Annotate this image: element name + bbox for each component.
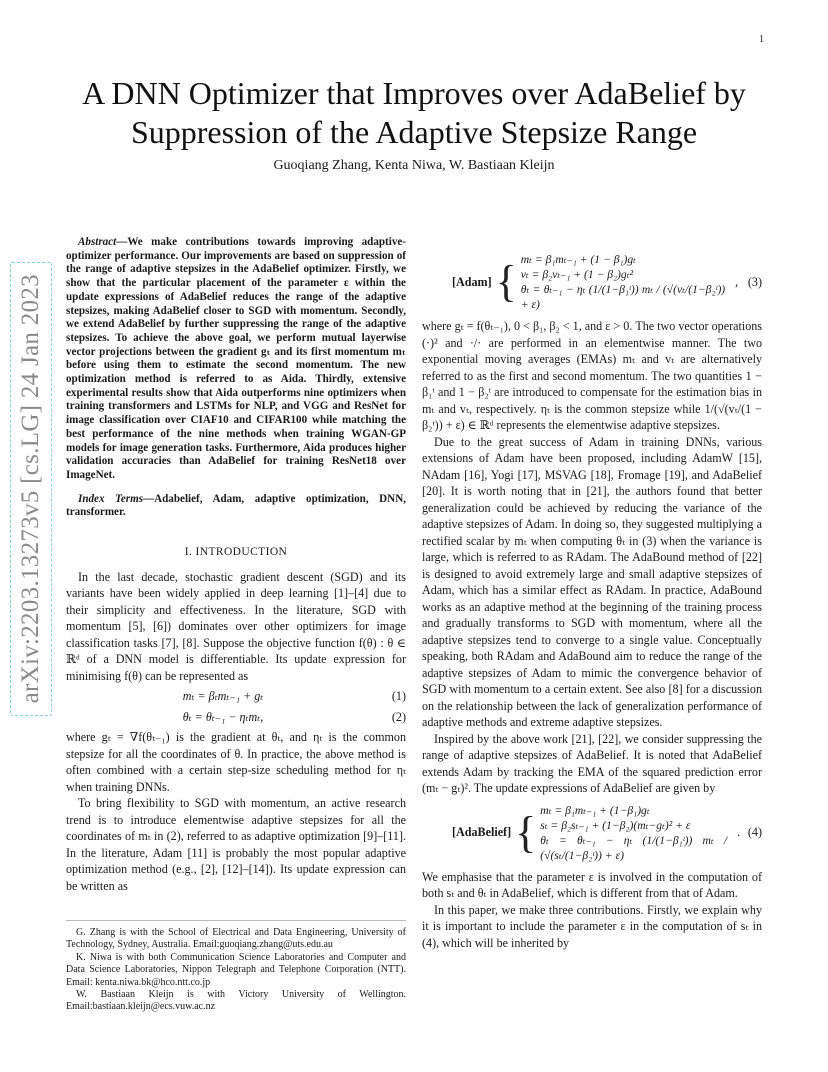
paragraph-adam-extensions: Due to the great success of Adam in training DNNs, various extensions of Adam have been proposed, including AdamW [15], NAdam [16], Yogi [17], MSVAG [18], Fromage [19], and AdaBelief [20]. It is worth noting that in [21], the authors found that better generalization could be achieved by reducing the variance of the adaptive stepsizes of Adam. In doing so, they suggested multiplying a rectified scalar by mₜ when computing θₜ in (3) when the variance is large, which is referred to as RAdam. The AdaBound method of [22] is designed to avoid extremely large and small adaptive stepsizes of Adam, which has a similar effect as RAdam. In practice, AdaBound works as an adaptive method at the beginning of the training process and gradually transforms to SGD with momentum, where all the adaptive stepsizes tend to converge to a single value. Conceptually speaking, both RAdam and AdaBound aim to reduce the range of the adaptive stepsizes of Adam to mimic the convergence behavior of SGD with momentum to a certain extent. See also [8] for a discussion on the relationship between the lack of generalization performance of adaptive methods and extreme adaptive stepsizes. — [422, 434, 762, 729]
paragraph-adam-notation: where gₜ = f(θₜ₋₁), 0 < β₁, β₂ < 1, and ε > 0. The two vector operations (·)² and ·/· are performed in an elementwise manner. The two exponential moving averages (EMAs) mₜ and vₜ are alternatively referred to as the first and second momentum. The two quantities 1 − β₁ᵗ and 1 − β₂ᵗ are introduced to compensate for the estimation bias in mₜ and vₜ, respectively. ηₜ is the common stepsize while 1/(√(vₜ/(1 − β₂ᵗ)) + ε) ∈ ℝᵈ represents the elementwise adaptive stepsizes. — [422, 319, 762, 432]
paper-title: A DNN Optimizer that Improves over AdaBelief by Suppression of the Adaptive Stepsize Range — [82, 75, 746, 150]
paragraph-gradient-definition: where gₜ = ∇f(θₜ₋₁) is the gradient at θₜ, and ηₜ is the common stepsize for all the coordinates of θ. In practice, the above method is often combined with a certain step-size scheduling method for ηₜ when training DNNs. — [66, 730, 406, 794]
equation-3-line: mₜ = β₁mₜ₋₁ + (1 − β₁)gₜ — [520, 253, 637, 266]
index-terms-lead: Index Terms — [78, 492, 144, 505]
equation-2 — [66, 709, 406, 726]
arxiv-stamp-text: arXiv:2203.13273v5 [cs.LG] 24 Jan 2023 — [17, 274, 44, 704]
footnote-zhang: G. Zhang is with the School of Electrical and Data Engineering, University of Technology, Sydney, Australia. Email:guoqiang.zhang@uts.edu.au — [66, 927, 406, 951]
paragraph-contributions: In this paper, we make three contributions. Firstly, we explain why it is important to include the parameter ε in the computation of sₜ in (4), which will be inherited by — [422, 902, 762, 950]
equation-3-lines — [521, 252, 725, 312]
equation-4-tail: . — [737, 825, 741, 840]
right-column — [422, 246, 762, 951]
brace-icon: { — [515, 807, 537, 857]
equation-4-line: mₜ = β₁mₜ₋₁ + (1−β₁)gₜ — [540, 803, 650, 817]
paragraph-adaptive-optimization: To bring flexibility to SGD with momentum, an active research trend is to introduce elementwise adaptive stepsizes for all the coordinates of mₜ in (2), referred to as adaptive optimization [9]–[11]. In the literature, Adam [11] is probably the most popular adaptive optimization method (e.g., [2], [12]–[14]). Its update expression can be written as — [66, 796, 406, 893]
page-number: 1 — [759, 34, 764, 45]
equation-4-number: (4) — [747, 825, 762, 840]
index-terms-text: —Adabelief, Adam, adaptive optimization, DNN, transformer. — [66, 492, 406, 519]
index-terms — [66, 493, 406, 520]
equation-2-number: (2) — [391, 709, 406, 724]
equation-3-adam — [422, 252, 762, 312]
abstract — [66, 236, 406, 483]
abstract-text: —We make contributions towards improving adaptive-optimizer performance. Our improvements are based on suppression of the range of adaptive stepsizes in the AdaBelief optimizer. Firstly, we show that the particular placement of the parameter ε within the update expressions of AdaBelief reduces the range of the adaptive stepsizes, making AdaBelief closer to SGD with momentum. Secondly, we extend AdaBelief by further suppressing the range of the adaptive stepsizes. To achieve the above goal, we perform mutual layerwise vector projections between the gradient gₜ and its first momentum mₜ before using them to estimate the second momentum. The new optimization method is referred to as Aida. Thirdly, extensive experimental results show that Aida outperforms nine optimizers when training transformers and LSTMs for NLP, and VGG and ResNet for image classification over CIAF10 and CIFAR100 while matching the best performance of the nine methods when training WGAN-GP models for image generation tasks. Furthermore, Aida produces higher validation accuracies than AdaBelief for training ResNet18 over ImageNet. — [66, 236, 406, 481]
paragraph-adabelief-intro: Inspired by the above work [21], [22], we consider suppressing the range of adaptive stepsizes of AdaBelief. It is noted that AdaBelief extends Adam by tracking the EMA of the squared prediction error (mₜ − gₜ)². The update expressions of AdaBelief are given by — [422, 731, 762, 795]
arxiv-stamp[interactable] — [10, 262, 52, 716]
footnote-kleijn: W. Bastiaan Kleijn is with Victory University of Wellington. Email:bastiaan.kleijn@ecs.vuw.ac.nz — [66, 989, 406, 1013]
footnote-niwa: K. Niwa is with both Communication Science Laboratories and Computer and Data Science Laboratories, Nippon Telegraph and Telephone Corporation (NTT). Email: kenta.niwa.bk@hco.ntt.co.jp — [66, 951, 406, 988]
equation-2-body: θₜ = θₜ₋₁ − ηₜmₜ, — [182, 709, 264, 724]
equation-1 — [66, 688, 406, 705]
equation-4-line: sₜ = β₂sₜ₋₁ + (1−β₂)(mₜ−gₜ)² + ε — [540, 818, 691, 832]
paragraph-epsilon-note: We emphasise that the parameter ε is involved in the computation of both sₜ and θₜ in AdaBelief, which is different from that of Adam. — [422, 869, 762, 900]
equation-4-adabelief — [422, 803, 762, 863]
equation-4-line: θₜ = θₜ₋₁ − ηₜ (1/(1−β₁ᵗ)) mₜ / (√(sₜ/(1−β₂ᵗ)) + ε) — [540, 833, 728, 862]
equation-4-lines — [540, 803, 727, 863]
equation-3-number: (3) — [747, 274, 762, 289]
left-column — [66, 236, 406, 894]
equation-1-body: mₜ = βₜmₜ₋₁ + gₜ — [182, 689, 264, 704]
footnotes — [66, 920, 406, 1014]
equation-4-label: [AdaBelief] — [452, 825, 512, 840]
equation-3-line: θₜ = θₜ₋₁ − ηₜ (1/(1−β₁ᵗ)) mₜ / (√(vₜ/(1−β₂ᵗ)) + ε) — [520, 283, 726, 311]
abstract-lead: Abstract — [78, 236, 117, 248]
author-list: Guoqiang Zhang, Kenta Niwa, W. Bastiaan Kleijn — [273, 158, 555, 173]
section-heading-introduction: I. INTRODUCTION — [184, 546, 288, 559]
equation-1-number: (1) — [391, 689, 406, 704]
equation-3-tail: , — [735, 274, 739, 289]
brace-icon: { — [495, 257, 517, 306]
intro-paragraph: In the last decade, stochastic gradient descent (SGD) and its variants have been widely applied in deep learning [1]–[4] due to their simplicity and effectiveness. In the literature, SGD with momentum [5], [6]) dominates over other optimizers for image classification tasks [7], [8]. Suppose the objective function f(θ) : θ ∈ ℝᵈ of a DNN model is differentiable. Its update expression for minimising f(θ) can be represented as — [66, 569, 406, 683]
equation-3-label: [Adam] — [452, 274, 492, 289]
equation-3-line: vₜ = β₂vₜ₋₁ + (1 − β₂)gₜ² — [520, 268, 634, 281]
